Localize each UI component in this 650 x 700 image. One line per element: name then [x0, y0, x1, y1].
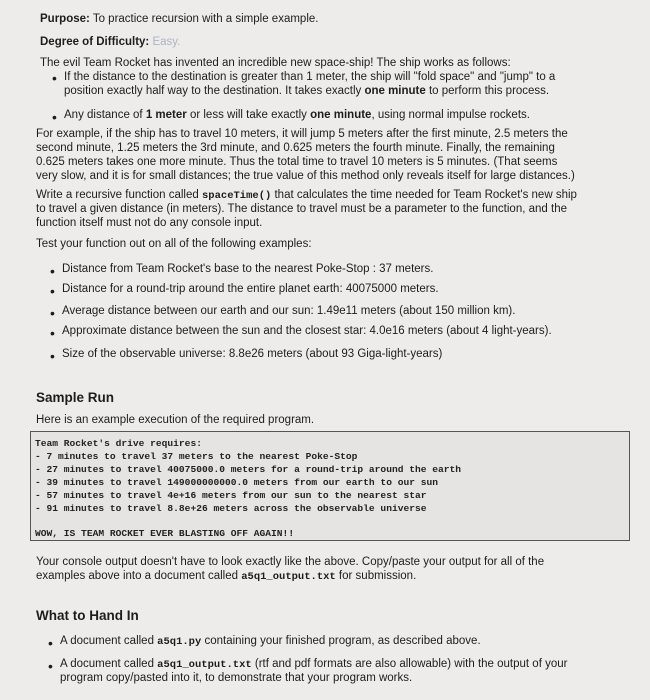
difficulty-line: [40, 36, 180, 50]
task-line-3: function itself must not do any console input.: [36, 217, 263, 229]
program-filename-code: a5q1.py: [157, 636, 202, 648]
task-line-2: to travel a given distance (in meters). The distance to travel must be a parameter to the function, and the: [36, 203, 567, 215]
purpose-text: To practice recursion with a simple example.: [92, 13, 319, 25]
console-note-line-1: Your console output doesn't have to look exactly like the above. Copy/paste your output for all of the: [36, 556, 545, 568]
console-line: - 57 minutes to travel 4e+16 meters from our sun to the nearest star: [35, 490, 427, 501]
example-paragraph-line: second minute, 1.25 meters the 3rd minute, and 0.625 meters the fourth minute. Finally, the remaining: [36, 142, 555, 154]
rule-2-text-mid: or less will take exactly: [186, 109, 311, 121]
example-item: Distance for a round-trip around the entire planet earth: 40075000 meters.: [62, 283, 439, 295]
console-line: - 39 minutes to travel 149000000000.0 meters from our earth to our sun: [35, 477, 439, 488]
output-filename-code: a5q1_output.txt: [241, 571, 336, 583]
console-line: - 7 minutes to travel 37 meters to the nearest Poke-Stop: [35, 451, 358, 462]
hand-in-text-end: (rtf and pdf formats are also allowable) with the output of your: [251, 658, 568, 670]
test-intro: Test your function out on all of the following examples:: [36, 238, 312, 250]
purpose-label: Purpose:: [40, 13, 90, 25]
hand-in-heading: What to Hand In: [36, 608, 139, 623]
console-note-text-end: for submission.: [335, 570, 417, 582]
example-item: Approximate distance between the sun and the closest star: 4.0e16 meters (about 4 light-years).: [62, 325, 552, 337]
rule-1-line-1: If the distance to the destination is greater than 1 meter, the ship will "fold space" and "jump" to a: [64, 71, 556, 83]
bullet-icon: •: [50, 263, 55, 279]
hand-in-item-2-line-2: program copy/pasted into it, to demonstrate that your program works.: [60, 672, 413, 684]
hand-in-text: A document called: [60, 658, 158, 670]
task-line-1: [36, 189, 577, 203]
console-line: Team Rocket's drive requires:: [35, 438, 202, 449]
rule-1-text-end: to perform this process.: [425, 85, 550, 97]
rule-1-text: position exactly half way to the destination. It takes exactly: [64, 85, 365, 97]
example-paragraph-line: 0.625 meters takes one more minute. Thus the total time to travel 10 meters is 5 minutes. (That seems: [36, 156, 558, 168]
intro-text: The evil Team Rocket has invented an incredible new space-ship! The ship works as follows:: [40, 57, 511, 69]
bullet-icon: •: [50, 325, 55, 341]
bullet-icon: •: [52, 70, 57, 86]
console-line: - 27 minutes to travel 40075000.0 meters for a round-trip around the earth: [35, 464, 462, 475]
rule-2-text: Any distance of: [64, 109, 146, 121]
rule-2-text-end: , using normal impulse rockets.: [371, 109, 530, 121]
hand-in-text: A document called: [60, 635, 158, 647]
task-text: Write a recursive function called: [36, 189, 202, 201]
rule-2: [64, 109, 530, 123]
hand-in-item-1: [60, 635, 481, 649]
bullet-icon: •: [52, 109, 57, 125]
hand-in-text-end: containing your finished program, as described above.: [201, 635, 481, 647]
rule-2-bold-1: 1 meter: [145, 109, 187, 121]
difficulty-label: Degree of Difficulty:: [40, 36, 150, 48]
rule-2-bold-2: one minute: [310, 109, 372, 121]
console-output-box: [30, 431, 630, 541]
bullet-icon: •: [50, 305, 55, 321]
example-item: Average distance between our earth and our sun: 1.49e11 meters (about 150 million km).: [62, 305, 516, 317]
sample-run-heading: Sample Run: [36, 390, 115, 405]
bullet-icon: •: [48, 658, 53, 674]
hand-in-item-2-line-1: [60, 658, 567, 672]
console-note-line-2: [36, 570, 416, 584]
purpose-line: [40, 13, 318, 27]
rule-1-bold: one minute: [364, 85, 426, 97]
console-footer-line: WOW, IS TEAM ROCKET EVER BLASTING OFF AGAIN!!: [35, 528, 295, 539]
bullet-icon: •: [48, 635, 53, 651]
example-item: Distance from Team Rocket's base to the nearest Poke-Stop : 37 meters.: [62, 263, 434, 275]
console-note-text: examples above into a document called: [36, 570, 242, 582]
console-line: - 91 minutes to travel 8.8e+26 meters across the observable universe: [35, 503, 427, 514]
rule-1-line-2: [64, 85, 549, 99]
bullet-icon: •: [50, 348, 55, 364]
example-paragraph-line: For example, if the ship has to travel 10 meters, it will jump 5 meters after the first minute, 2.5 meters the: [36, 128, 568, 140]
output-filename-code: a5q1_output.txt: [157, 659, 252, 671]
difficulty-value: Easy.: [152, 36, 181, 48]
example-item: Size of the observable universe: 8.8e26 meters (about 93 Giga-light-years): [62, 348, 443, 360]
task-text-end: that calculates the time needed for Team Rocket's new ship: [271, 189, 577, 201]
sample-run-intro: Here is an example execution of the required program.: [36, 414, 315, 426]
example-paragraph-line: very slow, and it is for small distances; the true value of this method only reveals itself for large distances.): [36, 170, 575, 182]
function-name-code: spaceTime(): [201, 190, 272, 202]
bullet-icon: •: [50, 283, 55, 299]
